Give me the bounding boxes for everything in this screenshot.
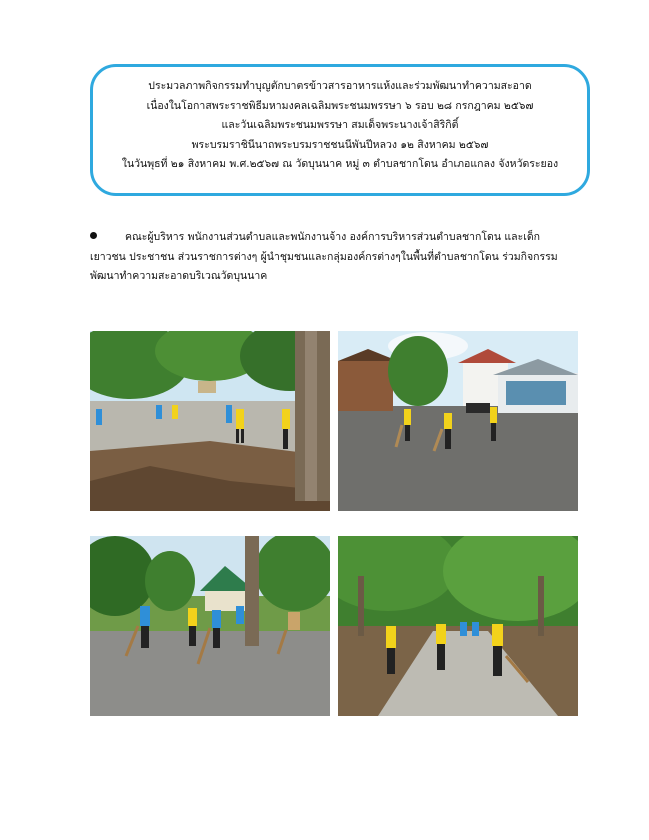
description-line-3: พัฒนาทำความสะอาดบริเวณวัดบุนนาค [90, 270, 268, 282]
title-line-4: พระบรมราชินีนาถพระบรมราชชนนีพันปีหลวง ๑๒ สิงหาคม ๒๕๖๗ [191, 138, 489, 151]
title-line-3: และวันเฉลิมพระชนมพรรษา สมเด็จพระนางเจ้าสิริกิติ์ [221, 119, 459, 131]
photo-sweeping-tree-lined-path [338, 536, 578, 716]
title-line-5: ในวันพุธที่ ๒๑ สิงหาคม พ.ศ.๒๕๖๗ ณ วัดบุนนาค หมู่ ๓ ตำบลชากโดน อำเภอแกลง จังหวัดระยอง [121, 158, 559, 170]
description-line-1 [90, 228, 570, 248]
photo-sweeping-near-buildings [338, 331, 578, 511]
title-box [90, 64, 590, 196]
title-line-2: เนื่องในโอกาสพระราชพิธีมหามงคลเฉลิมพระชนมพรรษา ๖ รอบ ๒๘ กรกฎาคม ๒๕๖๗ [146, 99, 534, 112]
bullet-icon [90, 232, 97, 239]
photo-sweeping-road-with-temple [90, 536, 330, 716]
photo-sweeping-under-trees [90, 331, 330, 511]
description-paragraph [90, 228, 570, 287]
description-line-2: เยาวชน ประชาชน ส่วนราชการต่างๆ ผู้นำชุมชนและกลุ่มองค์กรต่างๆในพื้นที่ตำบลชากโดน ร่วมกิจกรรม [90, 250, 558, 263]
title-line-1: ประมวลภาพกิจกรรมทำบุญตักบาตรข้าวสารอาหารแห้งและร่วมพัฒนาทำความสะอาด [148, 80, 532, 92]
description-text-1: คณะผู้บริหาร พนักงานส่วนตำบลและพนักงานจ้าง องค์การบริหารส่วนตำบลชากโดน และเด็ก [125, 231, 540, 243]
